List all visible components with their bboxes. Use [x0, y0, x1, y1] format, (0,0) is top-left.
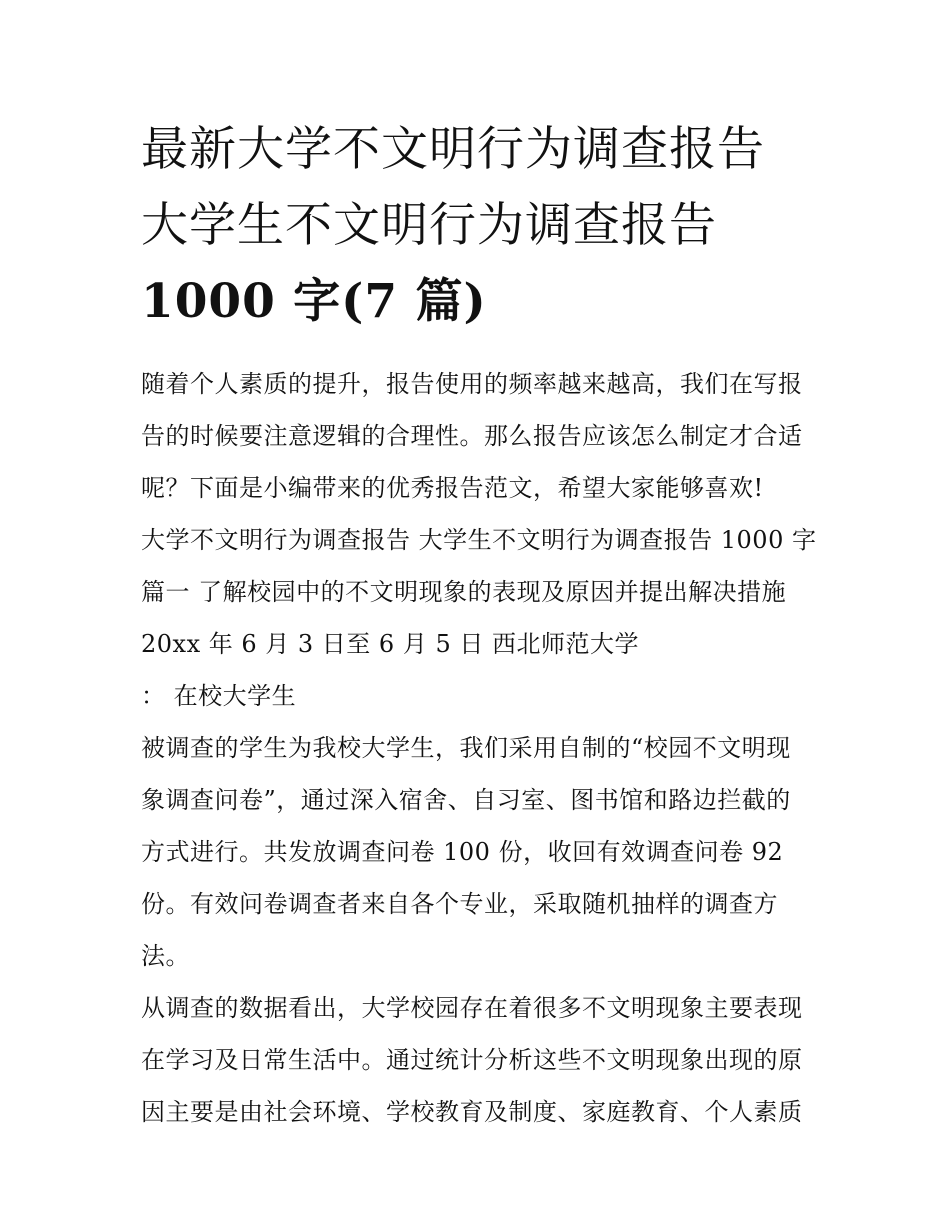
- findings-paragraph: [141, 982, 821, 1138]
- document-page: [141, 112, 821, 1138]
- title-line: 最新大学不文明行为调查报告: [141, 122, 765, 177]
- text-line: 20xx 年 6 月 3 日至 6 月 5 日 西北师范大学: [141, 630, 639, 658]
- intro-paragraph: [141, 358, 821, 514]
- text-line: 呢？下面是小编带来的优秀报告范文，希望大家能够喜欢!: [141, 474, 764, 502]
- title-line: 大学生不文明行为调查报告: [141, 198, 717, 253]
- title-line: 1000 字(7 篇): [141, 274, 487, 329]
- text-line: 从调查的数据看出，大学校园存在着很多不文明现象主要表现: [141, 994, 803, 1022]
- text-line: 在学习及日常生活中。通过统计分析这些不文明现象出现的原: [141, 1046, 803, 1074]
- section-heading: [141, 566, 821, 618]
- text-line: 方式进行。共发放调查问卷 100 份，收回有效调查问卷 92: [141, 838, 784, 866]
- document-title: [141, 112, 821, 340]
- text-line: 篇一 了解校园中的不文明现象的表现及原因并提出解决措施: [141, 578, 787, 606]
- text-line: 被调查的学生为我校大学生，我们采用自制的“校园不文明现: [141, 734, 791, 762]
- text-line: 因主要是由社会环境、学校教育及制度、家庭教育、个人素质: [141, 1098, 803, 1126]
- survey-date-location: [141, 618, 821, 670]
- text-line: 象调查问卷”，通过深入宿舍、自习室、图书馆和路边拦截的: [141, 786, 791, 814]
- text-line: 大学不文明行为调查报告 大学生不文明行为调查报告 1000 字: [141, 526, 817, 554]
- text-line: 告的时候要注意逻辑的合理性。那么报告应该怎么制定才合适: [141, 422, 803, 450]
- report-subtitle: [141, 514, 821, 566]
- survey-subjects: [141, 670, 821, 722]
- survey-method-paragraph: [141, 722, 821, 982]
- text-line: 随着个人素质的提升，报告使用的频率越来越高，我们在写报: [141, 370, 803, 398]
- text-line: 法。: [141, 942, 190, 970]
- text-line: 份。有效问卷调查者来自各个专业，采取随机抽样的调查方: [141, 890, 778, 918]
- document-body: [141, 358, 821, 1138]
- text-line: ： 在校大学生: [141, 682, 297, 710]
